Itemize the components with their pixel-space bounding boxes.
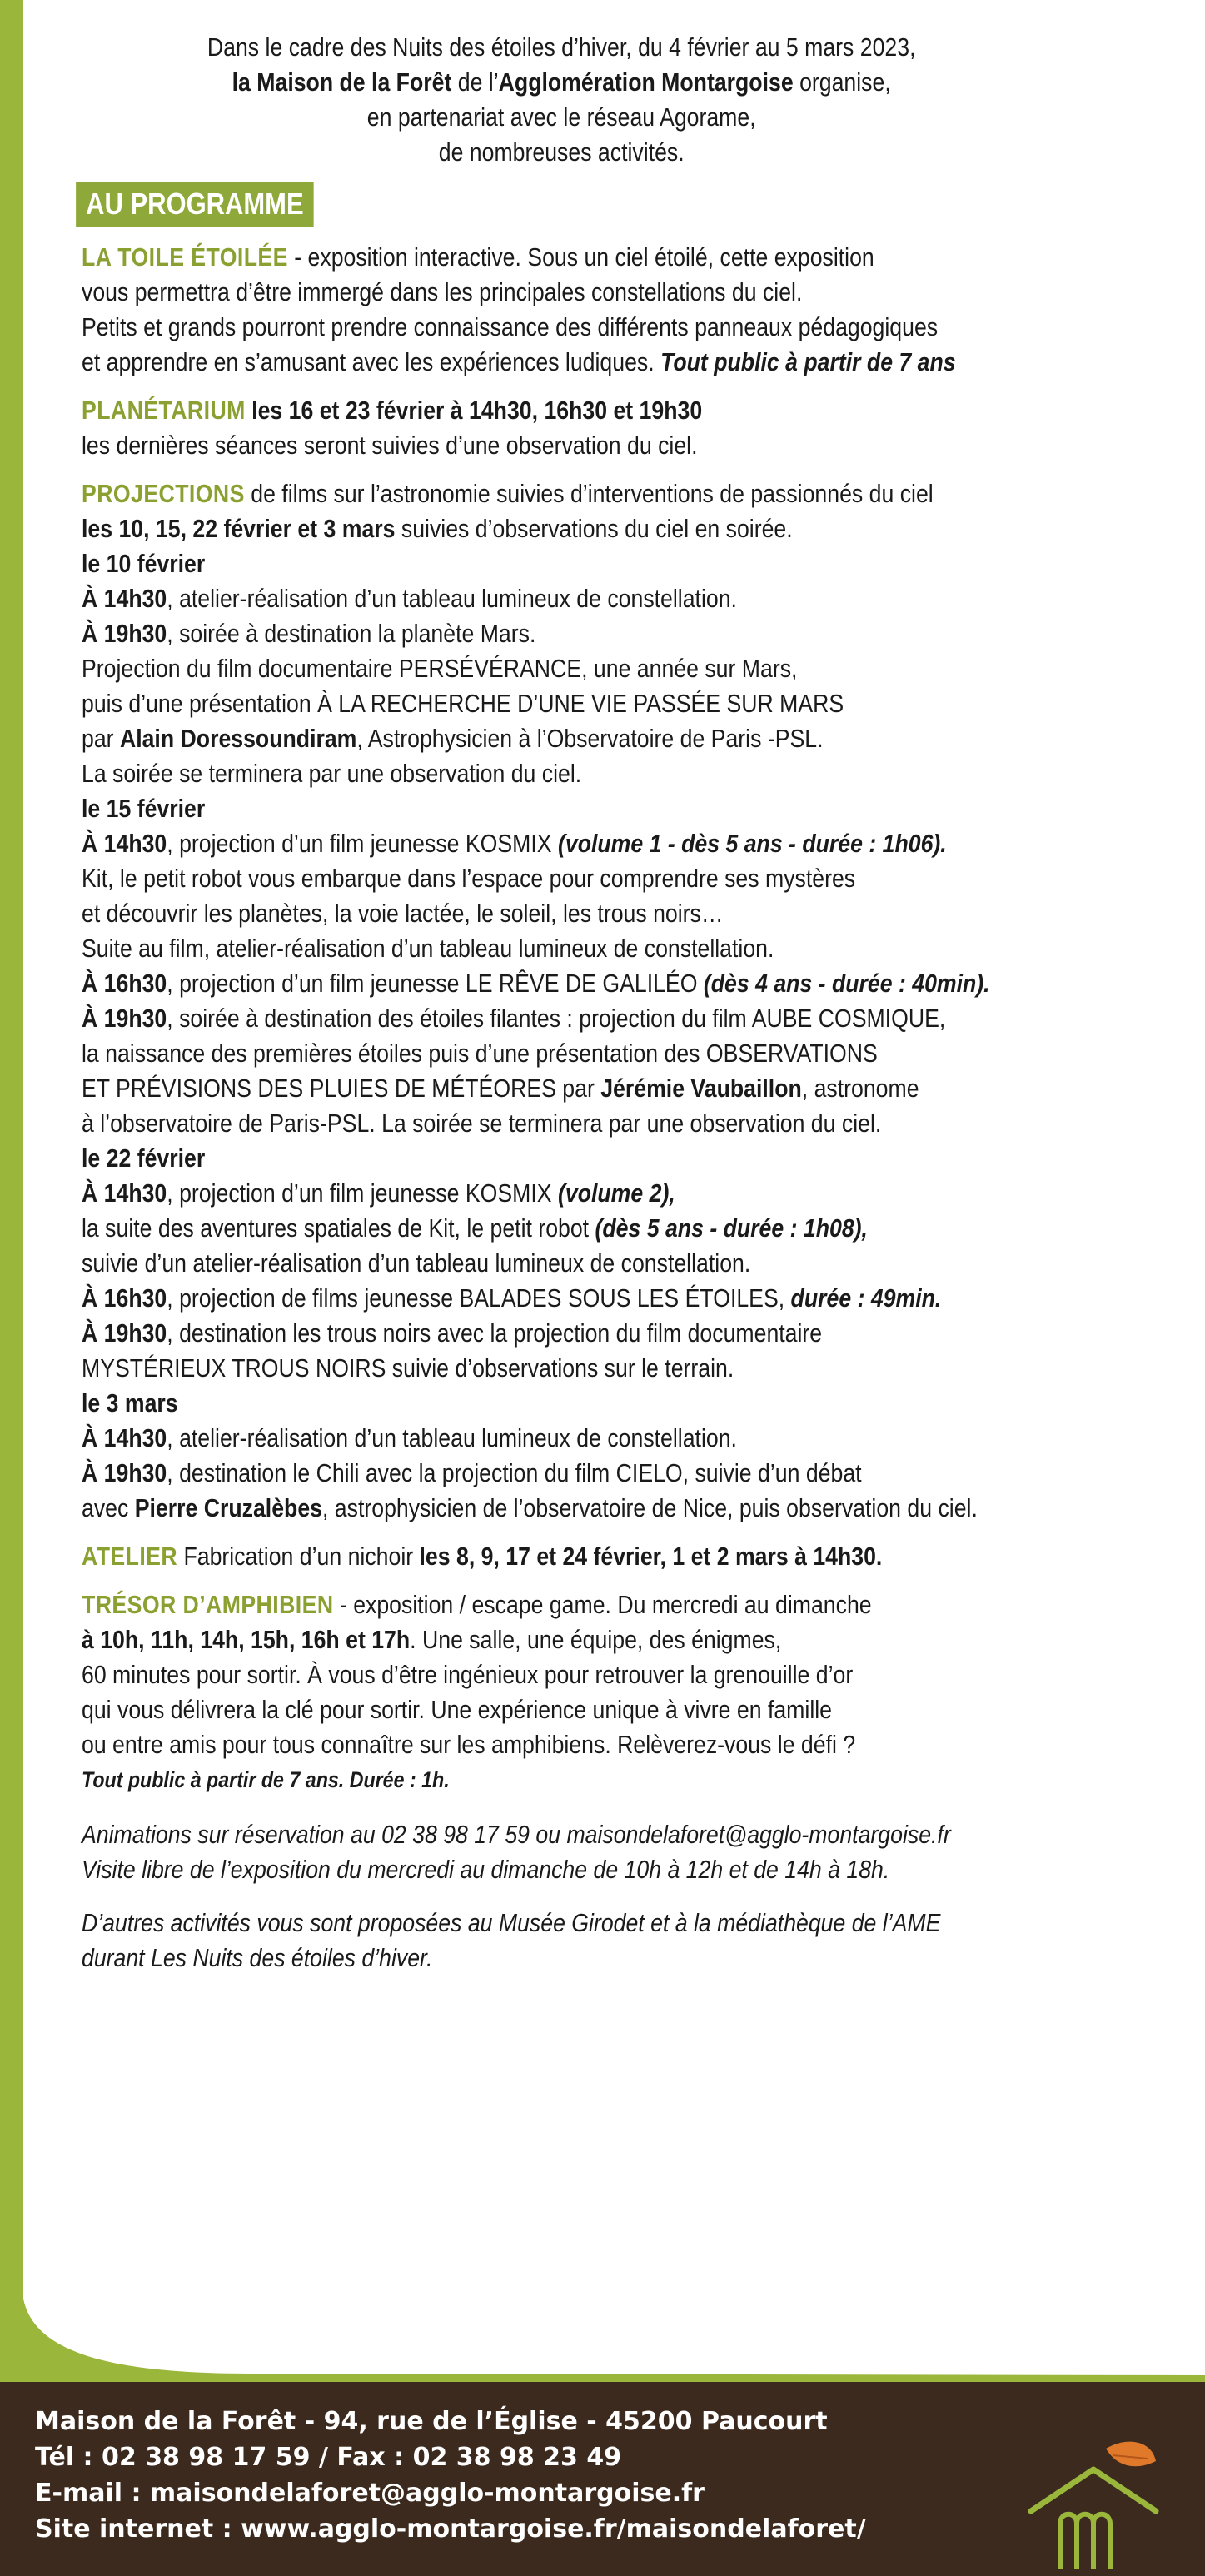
toile-keyword: LA TOILE ÉTOILÉE (82, 242, 288, 272)
section-projections: PROJECTIONS de films sur l’astronomie suivies d’interventions de passionnés du ciel les 10, 15, 22 février et 3 mars suivies d’observations du ciel en soirée. (82, 479, 934, 543)
date-heading: le 22 février (82, 1144, 206, 1173)
other-activities-line: D’autres activités vous sont proposées au Musée Girodet et à la médiathèque de l’AME (82, 1908, 941, 1937)
projections-keyword: PROJECTIONS (82, 479, 245, 508)
section-atelier: ATELIER Fabrication d’un nichoir les 8, 9, 17 et 24 février, 1 et 2 mars à 14h30. (82, 1542, 883, 1571)
date-heading: le 3 mars (82, 1388, 178, 1418)
schedule-22-fevrier: le 22 février À 14h30, projection d’un film jeunesse KOSMIX (volume 2), la suite des aventures spatiales de Kit, le petit robot (dès 5 ans - durée : 1h08), suivie d’un atelier-réalisation d’un tableau lumineux de constellation. À 16h30, projection de films jeunesse BALADES SOUS LES ÉTOILES, durée : 49min. À 19h30, destination les trous noirs avec la projection du film documentaire MYSTÉRIEUX TROUS NOIRS suivie d’observations sur le terrain. (82, 1141, 1013, 1386)
main-content (82, 30, 1013, 1976)
tresor-keyword: TRÉSOR D’AMPHIBIEN (82, 1590, 334, 1619)
schedule-15-fevrier: le 15 février À 14h30, projection d’un film jeunesse KOSMIX (volume 1 - dès 5 ans - durée : 1h06). Kit, le petit robot vous embarque dans l’espace pour comprendre ses mystères et découvrir les planètes, la voie lactée, le soleil, les trous noirs… Suite au film, atelier-réalisation d’un tableau lumineux de constellation. À 16h30, projection d’un film jeunesse LE RÊVE DE GALILÉO (dès 4 ans - durée : 40min). À 19h30, soirée à destination des étoiles filantes : projection du film AUBE COSMIQUE, la naissance des premières étoiles puis d’une présentation des OBSERVATIONS ET PRÉVISIONS DES PLUIES DE MÉTÉORES par Jérémie Vaubaillon, astronome à l’observatoire de Paris-PSL. La soirée se terminera par une observation du ciel. (82, 791, 1013, 1141)
date-heading: le 10 février (82, 549, 206, 578)
footer-website[interactable]: Site internet : www.agglo-montargoise.fr/maisondelaforet/ (35, 2514, 866, 2544)
other-activities-line-2: durant Les Nuits des étoiles d’hiver. (82, 1943, 433, 1972)
atelier-keyword: ATELIER (82, 1542, 178, 1571)
schedule-10-fevrier: le 10 février À 14h30, atelier-réalisation d’un tableau lumineux de constellation. À 19h30, soirée à destination la planète Mars. Projection du film documentaire PERSÉVÉRANCE, une année sur Mars, puis d’une présentation À LA RECHERCHE D’UNE VIE PASSÉE SUR MARS par Alain Doressoundiram, Astrophysicien à l’Observatoire de Paris -PSL. La soirée se terminera par une observation du ciel. (82, 546, 1013, 791)
planetarium-keyword: PLANÉTARIUM (82, 396, 246, 425)
schedule-3-mars: le 3 mars À 14h30, atelier-réalisation d’un tableau lumineux de constellation. À 19h30, destination le Chili avec la projection du film CIELO, suivie d’un débat avec Pierre Cruzalèbes, astrophysicien de l’observatoire de Nice, puis observation du ciel. (82, 1386, 1013, 1526)
green-curve-decoration (0, 2249, 1205, 2399)
programme-heading: AU PROGRAMME (76, 182, 314, 227)
intro-line-4: de nombreuses activités. (438, 137, 685, 167)
intro-paragraph (82, 30, 1041, 170)
footer-address: Maison de la Forêt - 94, rue de l’Église - 45200 Paucourt (35, 2407, 828, 2436)
footer-contact-text (35, 2404, 866, 2547)
footer-email[interactable]: E-mail : maisondelaforet@agglo-montargoise.fr (35, 2479, 705, 2508)
section-toile-etoilee: LA TOILE ÉTOILÉE - exposition interactive. Sous un ciel étoilé, cette exposition vous permettra d’être immergé dans les principales constellations du ciel. Petits et grands pourront prendre connaissance des différents panneaux pédagogiques et apprendre en s’amusant avec les expériences ludiques. Tout public à partir de 7 ans (82, 242, 956, 376)
reservation-line: Animations sur réservation au 02 38 98 17 59 ou maisondelaforet@agglo-montargoise.fr (82, 1820, 951, 1849)
reservation-notes (82, 1817, 1013, 1976)
intro-line-2: la Maison de la Forêt de l’Agglomération Montargoise organise, (232, 67, 891, 97)
footer-phone: Tél : 02 38 98 17 59 / Fax : 02 38 98 23 49 (35, 2443, 622, 2472)
intro-line-3: en partenariat avec le réseau Agorame, (366, 102, 756, 132)
date-heading: le 15 février (82, 794, 206, 823)
left-green-bar (0, 0, 23, 2380)
maison-de-la-foret-logo-icon (1014, 2432, 1173, 2574)
intro-line-1: Dans le cadre des Nuits des étoiles d’hiver, du 4 février au 5 mars 2023, (207, 32, 916, 62)
section-planetarium: PLANÉTARIUM les 16 et 23 février à 14h30, 16h30 et 19h30 les dernières séances seront suivies d’une observation du ciel. (82, 396, 703, 460)
visit-hours-line: Visite libre de l’exposition du mercredi au dimanche de 10h à 12h et de 14h à 18h. (82, 1855, 890, 1884)
section-tresor-amphibien: TRÉSOR D’AMPHIBIEN - exposition / escape game. Du mercredi au dimanche à 10h, 11h, 14h, 15h, 16h et 17h. Une salle, une équipe, des énigmes, 60 minutes pour sortir. À vous d’être ingénieux pour retrouver la grenouille d’or qui vous délivrera la clé pour sortir. Une expérience unique à vivre en famille ou entre amis pour tous connaître sur les amphibiens. Relèverez-vous le défi ? Tout public à partir de 7 ans. Durée : 1h. (82, 1590, 872, 1792)
